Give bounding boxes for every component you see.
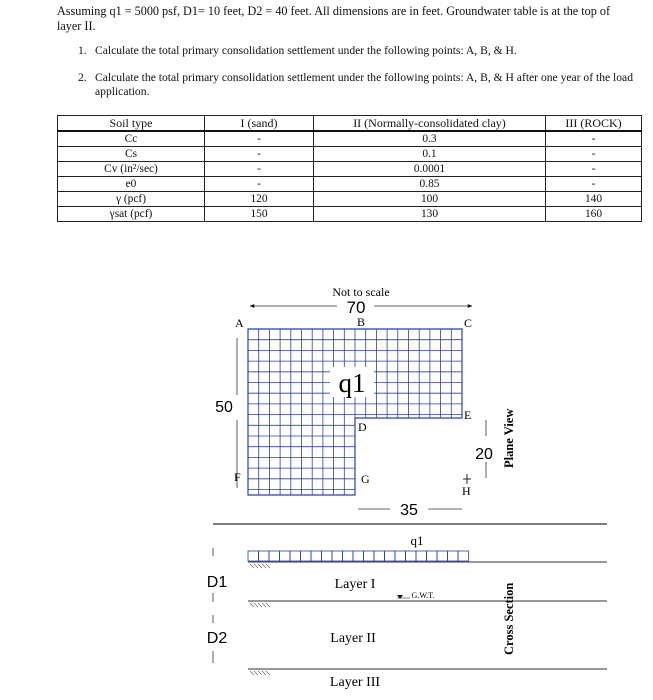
table-cell: -	[205, 147, 314, 162]
dim-width-label: 70	[346, 298, 366, 317]
table-cell: 0.1	[314, 147, 546, 162]
header-layer-2: II (Normally-consolidated clay)	[314, 116, 546, 132]
question-1-number: 1.	[78, 44, 87, 57]
row-label: γsat (pcf)	[58, 207, 205, 222]
row-label: Cc	[58, 131, 205, 147]
dim-right-label: 20	[475, 446, 493, 463]
table-cell: -	[205, 131, 314, 147]
plane-view-title: Plane View	[502, 408, 516, 468]
load-cell	[437, 551, 448, 561]
cross-section	[207, 533, 607, 690]
load-cell	[290, 551, 301, 561]
layer-3-label: Layer III	[329, 675, 381, 690]
table-cell: -	[546, 177, 642, 192]
d2-label: D2	[206, 630, 228, 647]
ground-hatch	[250, 564, 270, 568]
table-cell: 0.85	[314, 177, 546, 192]
row-label: e0	[58, 177, 205, 192]
plan-view	[215, 285, 516, 519]
load-cell	[458, 551, 469, 561]
layer-1-label: Layer I	[334, 577, 376, 592]
footing-grid	[248, 329, 462, 495]
point-c: C	[464, 316, 473, 330]
point-e: E	[464, 408, 472, 422]
dim-height-label: 50	[215, 399, 233, 416]
load-cell	[427, 551, 438, 561]
table-cell: 0.0001	[314, 162, 546, 177]
point-d: D	[358, 420, 367, 434]
load-cell	[248, 551, 259, 561]
table-cell: -	[546, 162, 642, 177]
point-b: B	[357, 315, 366, 329]
load-cell	[406, 551, 417, 561]
d1-label: D1	[206, 574, 228, 591]
load-cell	[301, 551, 312, 561]
gwt-symbol	[397, 595, 403, 599]
point-h: H	[462, 484, 471, 498]
table-cell: 120	[205, 192, 314, 207]
table-cell: 140	[546, 192, 642, 207]
cross-section-title: Cross Section	[502, 582, 516, 655]
row-label: γ (pcf)	[58, 192, 205, 207]
gwt-label: G.W.T.	[411, 591, 435, 600]
section-load-strip	[248, 551, 469, 561]
point-a: A	[235, 316, 244, 330]
load-cell	[332, 551, 343, 561]
table-cell: 150	[205, 207, 314, 222]
row-label: Cs	[58, 147, 205, 162]
load-cell	[353, 551, 364, 561]
load-cell	[395, 551, 406, 561]
dim-bottom-label: 35	[400, 502, 418, 519]
load-cell	[259, 551, 270, 561]
table-cell: -	[546, 131, 642, 147]
table-cell: -	[546, 147, 642, 162]
load-cell	[343, 551, 354, 561]
question-2-number: 2.	[78, 71, 87, 84]
header-layer-3: III (ROCK)	[546, 116, 642, 132]
table-cell: -	[205, 177, 314, 192]
header-layer-1: I (sand)	[205, 116, 314, 132]
load-cell	[280, 551, 291, 561]
load-cell	[311, 551, 322, 561]
load-cell	[322, 551, 333, 561]
row-label: Cv (in²/sec)	[58, 162, 205, 177]
load-cell	[374, 551, 385, 561]
table-cell: 0.3	[314, 131, 546, 147]
header-soil-type: Soil type	[58, 116, 205, 132]
table-cell: -	[205, 162, 314, 177]
not-to-scale-note: Not to scale	[332, 285, 390, 299]
table-cell: 130	[314, 207, 546, 222]
table-cell: 100	[314, 192, 546, 207]
question-2-text: Calculate the total primary consolidation settlement under the following points: A, B, & H after one year of the load application.	[95, 71, 634, 98]
load-cell	[364, 551, 375, 561]
layer-2-label: Layer II	[330, 631, 376, 646]
problem-statement-line-1: Assuming q1 = 5000 psf, D1= 10 feet, D2 = 40 feet. All dimensions are in feet. Groundwater table is at the top of	[57, 4, 611, 18]
load-cell	[448, 551, 459, 561]
load-cell	[385, 551, 396, 561]
load-cell	[416, 551, 427, 561]
problem-statement-line-2: layer II.	[57, 19, 96, 33]
table-cell: 160	[546, 207, 642, 222]
load-cell	[269, 551, 280, 561]
plan-load-label: q1	[338, 368, 366, 398]
section-load-label: q1	[410, 533, 424, 548]
point-g: G	[361, 472, 370, 486]
question-1-text: Calculate the total primary consolidation settlement under the following points: A, B, & H.	[95, 44, 517, 57]
point-f: F	[234, 470, 241, 484]
